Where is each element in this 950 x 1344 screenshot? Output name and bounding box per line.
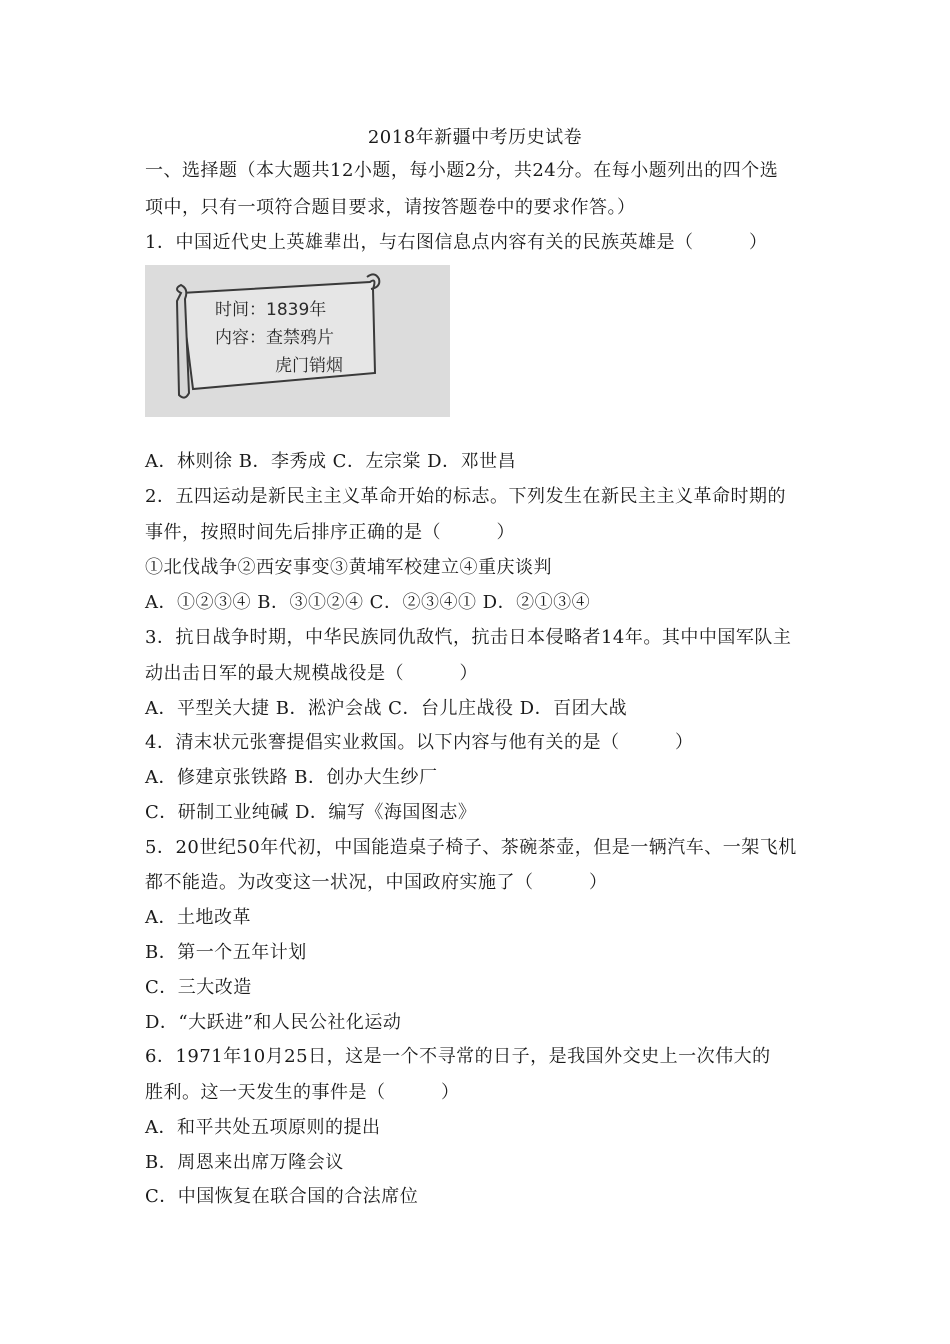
question-6-stem-1: 6．1971年10月25日，这是一个不寻常的日子，是我国外交史上一次伟大的 xyxy=(145,1046,771,1067)
figure-line-3: 虎门销烟 xyxy=(275,356,343,376)
scroll-illustration xyxy=(145,265,450,417)
figure-line-1: 时间：1839年 xyxy=(215,300,327,320)
question-1-options: A．林则徐 B．李秀成 C．左宗棠 D．邓世昌 xyxy=(145,451,517,472)
question-5-stem-2: 都不能造。为改变这一状况，中国政府实施了（ ） xyxy=(145,872,608,893)
section-heading-line-2: 项中，只有一项符合题目要求，请按答题卷中的要求作答。） xyxy=(145,197,636,218)
question-6-option-a: A．和平共处五项原则的提出 xyxy=(145,1117,381,1138)
question-2-options: A．①②③④ B．③①②④ C．②③④① D．②①③④ xyxy=(145,592,591,613)
figure-line-2: 内容：查禁鸦片 xyxy=(215,328,334,348)
question-6-stem-2: 胜利。这一天发生的事件是（ ） xyxy=(145,1082,460,1103)
question-4-stem: 4．清末状元张謇提倡实业救国。以下内容与他有关的是（ ） xyxy=(145,732,694,753)
question-6-option-b: B．周恩来出席万隆会议 xyxy=(145,1152,344,1173)
question-4-options-1: A．修建京张铁路 B．创办大生纱厂 xyxy=(145,767,438,788)
question-2-stem-1: 2．五四运动是新民主主义革命开始的标志。下列发生在新民主主义革命时期的 xyxy=(145,486,786,507)
scroll-figure xyxy=(145,265,450,417)
question-2-stem-2: 事件，按照时间先后排序正确的是（ ） xyxy=(145,522,515,543)
question-5-option-c: C．三大改造 xyxy=(145,977,252,998)
question-4-options-2: C．研制工业纯碱 D．编写《海国图志》 xyxy=(145,802,477,823)
page-title: 2018年新疆中考历史试卷 xyxy=(367,127,583,148)
question-1-stem: 1．中国近代史上英雄辈出，与右图信息点内容有关的民族英雄是（ ） xyxy=(145,232,768,253)
question-3-options: A．平型关大捷 B．淞沪会战 C．台儿庄战役 D．百团大战 xyxy=(145,698,628,719)
question-5-option-d: D．“大跃进”和人民公社化运动 xyxy=(145,1012,402,1033)
question-6-option-c: C．中国恢复在联合国的合法席位 xyxy=(145,1186,419,1207)
question-5-option-b: B．第一个五年计划 xyxy=(145,942,307,963)
question-3-stem-2: 动出击日军的最大规模战役是（ ） xyxy=(145,663,478,684)
question-3-stem-1: 3．抗日战争时期，中华民族同仇敌忾，抗击日本侵略者14年。其中中国军队主 xyxy=(145,627,792,648)
section-heading-line-1: 一、选择题（本大题共12小题，每小题2分，共24分。在每小题列出的四个选 xyxy=(145,160,779,181)
question-5-stem-1: 5．20世纪50年代初，中国能造桌子椅子、茶碗茶壶，但是一辆汽车、一架飞机 xyxy=(145,837,797,858)
question-2-events: ①北伐战争②西安事变③黄埔军校建立④重庆谈判 xyxy=(145,557,552,578)
question-5-option-a: A．土地改革 xyxy=(145,907,251,928)
